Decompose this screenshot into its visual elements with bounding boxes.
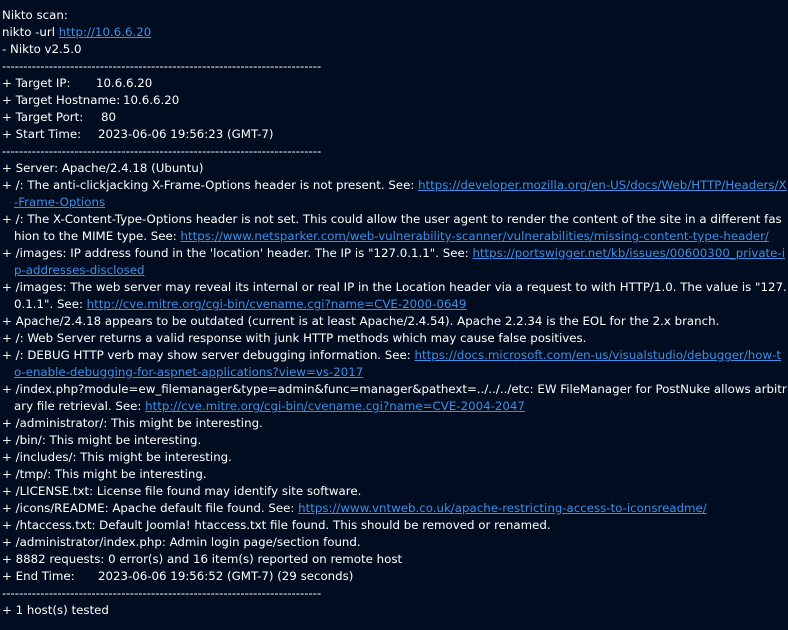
separator-line: --------------------------------------------------------------------------- — [2, 59, 322, 73]
finding-text: + /administrator/: This might be interesting. — [2, 416, 263, 430]
finding-text: + /LICENSE.txt: License file found may identify site software. — [2, 484, 362, 498]
finding-item — [2, 160, 788, 177]
finding-item — [2, 466, 788, 483]
finding-text: + /images: The web server may reveal its internal or real IP in the Location header via a request to with HTTP/1.0. The value is "127.0.1.1". See: — [2, 280, 787, 311]
nikto-version: - Nikto v2.5.0 — [2, 42, 82, 56]
finding-item — [2, 177, 788, 211]
finding-item — [2, 245, 788, 279]
finding-text: + /images: IP address found in the 'location' header. The IP is "127.0.1.1". See: — [2, 246, 473, 260]
finding-item — [2, 313, 788, 330]
end-time-value: 2023-06-06 19:56:52 (GMT-7) (29 seconds) — [98, 569, 354, 583]
finding-text: + /htaccess.txt: Default Joomla! htaccess.txt file found. This should be removed or renamed. — [2, 518, 551, 532]
command-prefix: nikto -url — [2, 25, 59, 39]
start-time-row — [2, 126, 788, 143]
target-url-link[interactable]: http://10.6.6.20 — [58, 25, 152, 39]
start-time-label: + Start Time: — [2, 127, 82, 141]
target-port-label: + Target Port: — [2, 110, 84, 124]
finding-item — [2, 483, 788, 500]
finding-reference-link[interactable]: https://portswigger.net/kb/issues/00600300_private-ip-addresses-disclosed — [14, 246, 785, 277]
finding-item — [2, 517, 788, 534]
end-time-label: + End Time: — [2, 569, 75, 583]
target-ip-row — [2, 75, 788, 92]
target-port-value: 80 — [101, 110, 117, 124]
finding-text: + /tmp/: This might be interesting. — [2, 467, 207, 481]
start-time-value: 2023-06-06 19:56:23 (GMT-7) — [98, 127, 274, 141]
target-ip-label: + Target IP: — [2, 76, 71, 90]
finding-reference-link[interactable]: http://cve.mitre.org/cgi-bin/cvename.cgi?name=CVE-2004-2047 — [145, 399, 525, 413]
finding-item — [2, 211, 788, 245]
finding-item — [2, 449, 788, 466]
finding-item — [2, 279, 788, 313]
scan-title: Nikto scan: — [2, 8, 68, 22]
finding-text: + /icons/README: Apache default file found. See: — [2, 501, 299, 515]
finding-reference-link[interactable]: https://docs.microsoft.com/en-us/visualstudio/debugger/how-to-enable-debugging-for-aspnet-applications?view=vs-2017 — [14, 348, 782, 379]
finding-item — [2, 347, 788, 381]
end-time-row — [2, 568, 788, 585]
finding-item — [2, 534, 788, 551]
target-ip-value: 10.6.6.20 — [96, 76, 153, 90]
finding-item — [2, 551, 788, 568]
finding-text: + /: Web Server returns a valid response with junk HTTP methods which may cause false positives. — [2, 331, 587, 345]
finding-item — [2, 330, 788, 347]
finding-text: + /: The anti-clickjacking X-Frame-Options header is not present. See: — [2, 178, 419, 192]
finding-text: + /: The X-Content-Type-Options header is not set. This could allow the user agent to render the content of the site in a different fashion to the MIME type. See: — [2, 212, 782, 243]
finding-text: + /includes/: This might be interesting. — [2, 450, 232, 464]
finding-item — [2, 500, 788, 517]
finding-text: + Apache/2.4.18 appears to be outdated (current is at least Apache/2.4.54). Apache 2.2.34 is the EOL for the 2.x branch. — [2, 314, 720, 328]
finding-text: + /bin/: This might be interesting. — [2, 433, 202, 447]
finding-reference-link[interactable]: http://cve.mitre.org/cgi-bin/cvename.cgi?name=CVE-2000-0649 — [86, 297, 467, 311]
target-hostname-label: + Target Hostname: — [2, 93, 121, 107]
finding-text: + Server: Apache/2.4.18 (Ubuntu) — [2, 161, 204, 175]
target-hostname-value: 10.6.6.20 — [123, 93, 180, 107]
hosts-tested-summary: + 1 host(s) tested — [2, 603, 109, 617]
separator-line: --------------------------------------------------------------------------- — [2, 144, 322, 158]
findings-list — [2, 160, 788, 568]
finding-item — [2, 381, 788, 415]
finding-item — [2, 432, 788, 449]
finding-reference-link[interactable]: https://www.netsparker.com/web-vulnerability-scanner/vulnerabilities/missing-content-type-header/ — [180, 229, 769, 243]
finding-text: + /index.php?module=ew_filemanager&type=admin&func=manager&pathext=../../../etc: EW FileManager for PostNuke allows arbitrary file retrieval. See: — [2, 382, 787, 413]
finding-item — [2, 415, 788, 432]
separator-line: --------------------------------------------------------------------------- — [2, 586, 322, 600]
finding-reference-link[interactable]: https://developer.mozilla.org/en-US/docs/Web/HTTP/Headers/X-Frame-Options — [14, 178, 787, 209]
finding-text: + /: DEBUG HTTP verb may show server debugging information. See: — [2, 348, 415, 362]
finding-text: + /administrator/index.php: Admin login page/section found. — [2, 535, 361, 549]
target-hostname-row — [2, 92, 788, 109]
finding-text: + 8882 requests: 0 error(s) and 16 item(s) reported on remote host — [2, 552, 403, 566]
finding-reference-link[interactable]: https://www.vntweb.co.uk/apache-restricting-access-to-iconsreadme/ — [298, 501, 707, 515]
command-line — [2, 24, 788, 41]
target-port-row — [2, 109, 788, 126]
